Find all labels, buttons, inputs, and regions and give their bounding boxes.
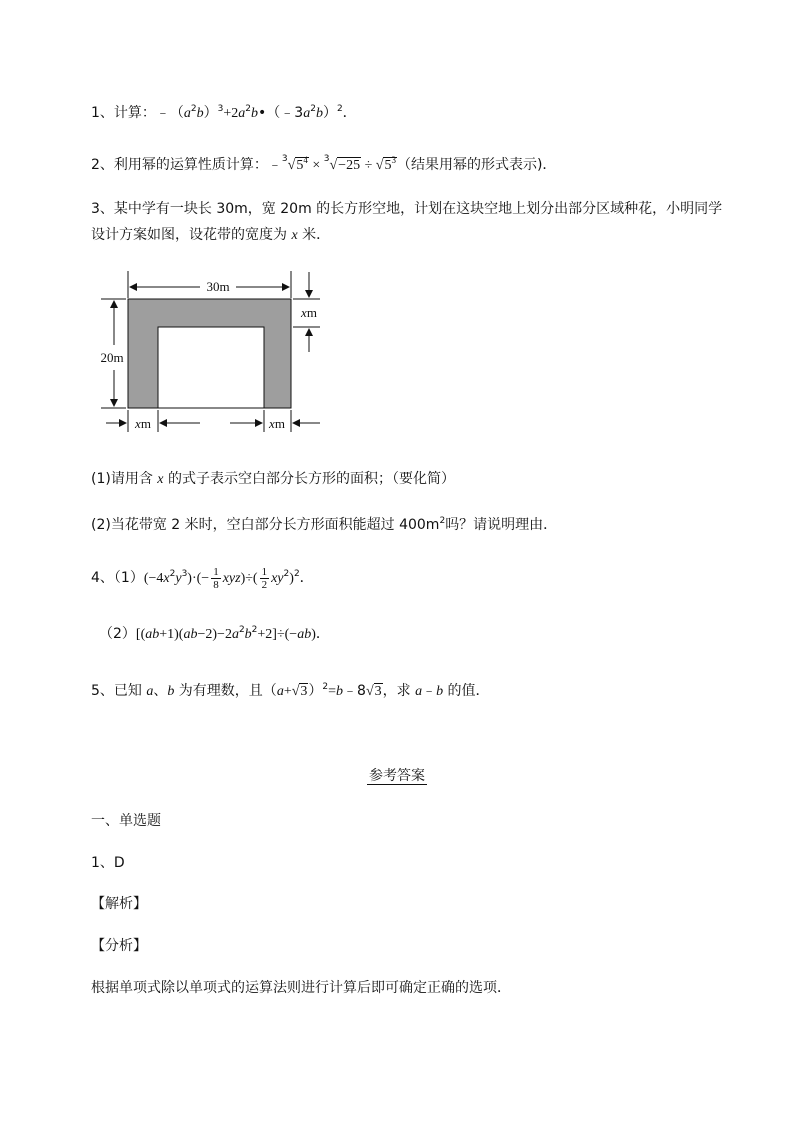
label-20m: 20m — [100, 350, 124, 365]
problem-2: 2、利用幂的运算性质计算：$﹣^3√5^4 \times ^3√-25 \div √5^3$（结果用幂的形式表示)． — [91, 154, 557, 173]
label-bottom-left-xm: xm — [135, 416, 151, 431]
label-30m: 30m — [206, 279, 230, 294]
fraction-one-eighth: $\frac{1}{8}$ — [213, 565, 219, 591]
answer-jiexi: 【解析】 — [91, 896, 147, 912]
fraction-one-half: $\frac{1}{2}$ — [261, 565, 268, 591]
problem-4-part-2: $(2)[(ab+1)(ab-2)-2a^2b^2+2]\div(-ab)$． — [99, 625, 330, 642]
problem-3-question-1: (1)请用含 x 的式子表示空白部分长方形的面积；（要化简） — [91, 471, 455, 487]
problem-3-line-2: 设计方案如图，设花带的宽度为 x 米． — [91, 227, 331, 243]
label-right-xm: xm — [301, 305, 317, 320]
answers-title: 参考答案 — [369, 768, 425, 784]
answer-item-1: 1、D — [91, 855, 125, 871]
answers-section: 一、单选题 — [91, 813, 161, 829]
answer-explanation: 根据单项式除以单项式的运算法则进行计算后即可确定正确的选项． — [91, 980, 511, 996]
problem-1: 1、计算：$﹣(a^2b)^3+2a^2b•(﹣3a^2b)^2$． — [91, 104, 357, 121]
problem-4-part-1: 4、$(1)(-4x^2y^3)\cdot(-$ $\frac{1}{8}$ xyz)÷( $\frac{1}{2}$ $xy^2)^2$． — [91, 565, 314, 591]
label-bottom-right-xm: xm — [269, 416, 285, 431]
problem-3-line-1: 3、某中学有一块长 30m，宽 20m 的长方形空地，计划在这块空地上划分出部分区域种花，小明同学 — [91, 201, 723, 217]
answer-fenxi: 【分析】 — [91, 938, 147, 954]
problem-3-question-2: (2)当花带宽 2 米时，空白部分长方形面积能超过 $400m^2$吗？请说明理由． — [91, 516, 558, 533]
blank-rectangle — [158, 327, 264, 408]
problem-5: 5、已知 a、b 为有理数，且$(a+√3)^2=b﹣8√3$，求 a﹣b 的值． — [91, 682, 490, 699]
